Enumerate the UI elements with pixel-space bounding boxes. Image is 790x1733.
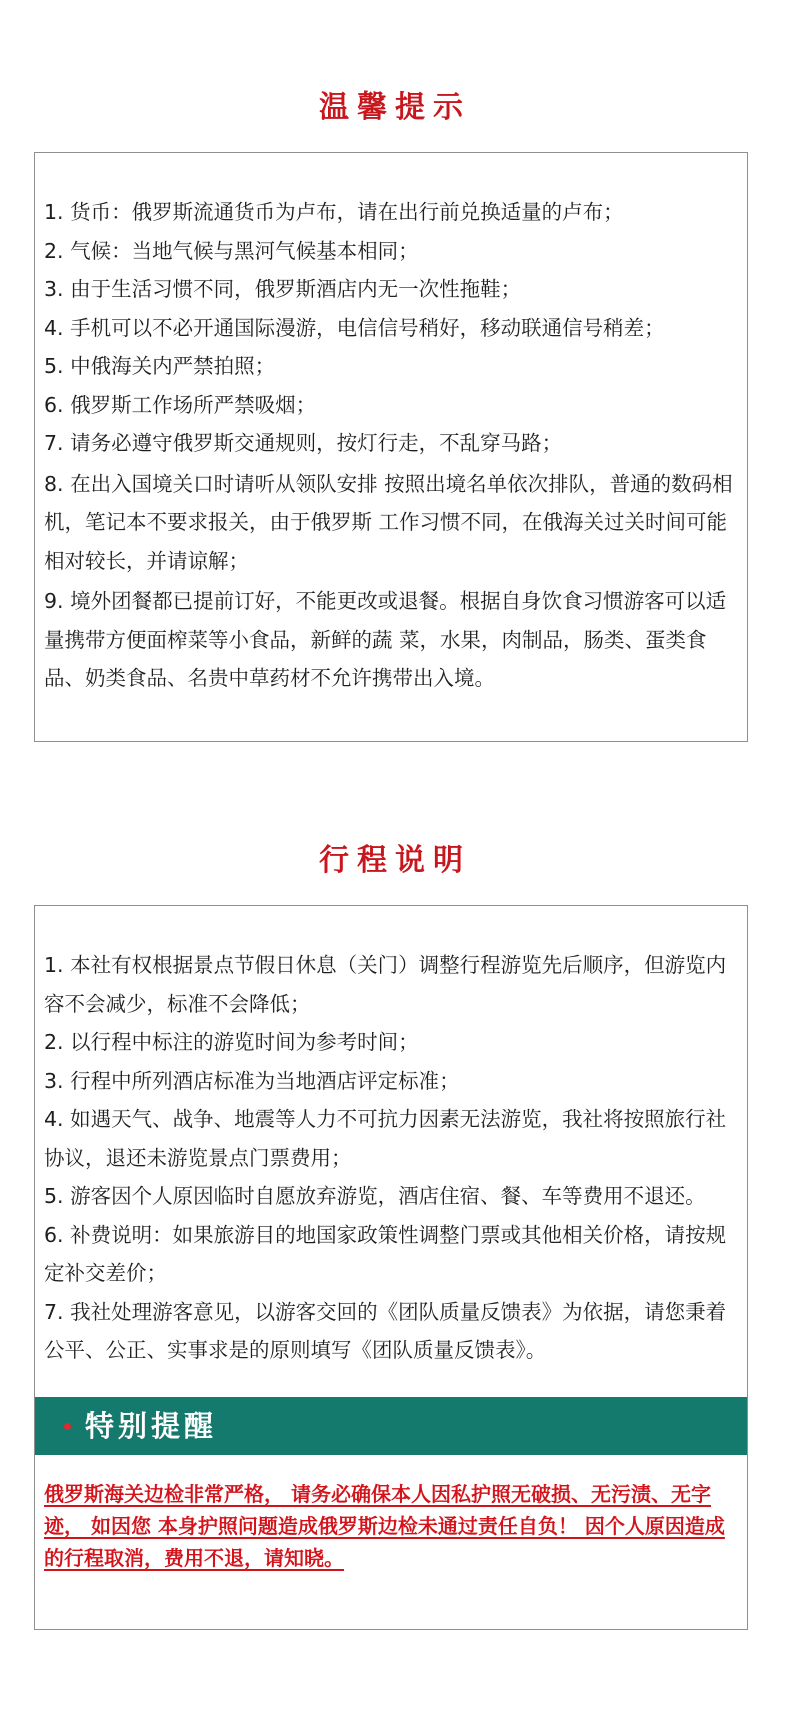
tips-item-climate: 2. 气候：当地气候与黑河气候基本相同； [44,238,419,263]
special-reminder-title: 特别提醒 [85,1409,218,1443]
itinerary-item-extra-fee: 6. 补费说明：如果旅游目的地国家政策性调整门票或其他相关价格，请按规定补交差价； [44,1222,727,1285]
itinerary-list [35,906,747,1370]
tips-item-mobile: 4. 手机可以不必开通国际漫游，电信信号稍好，移动联通信号稍差； [44,315,665,340]
tips-item-currency: 1. 货币：俄罗斯流通货币为卢布，请在出行前兑换适量的卢布； [44,200,624,224]
itinerary-item-no-refund: 5. 游客因个人原因临时自愿放弃游览，酒店住宿、餐、车等费用不退还。 [44,1184,706,1208]
itinerary-box [34,905,748,1630]
special-reminder-bar [35,1397,747,1455]
itinerary-item-time: 2. 以行程中标注的游览时间为参考时间； [44,1030,419,1054]
tips-item-customs: 8. 在出入国境关口时请听从领队安排 按照出境名单依次排队，普通的数码相机，笔记本不要求报关，由于俄罗斯 工作习惯不同，在俄海关过关时间可能相对较长，并请谅解； [44,471,733,573]
itinerary-title: 行程说明 [319,843,471,878]
tips-list [35,153,747,698]
itinerary-item-order: 1. 本社有权根据景点节假日休息（关门）调整行程游览先后顺序，但游览内容不会减少，标准不会降低； [44,953,727,1016]
tips-item-no-smoking: 6. 俄罗斯工作场所严禁吸烟； [44,392,317,417]
itinerary-item-hotel: 3. 行程中所列酒店标准为当地酒店评定标准； [44,1068,460,1093]
tips-box [34,152,748,742]
special-reminder-text: 俄罗斯海关边检非常严格， 请务必确保本人因私护照无破损、无污渍、无字迹， 如因您 本身护照问题造成俄罗斯边检未通过责任自负！ 因个人原因造成的行程取消，费用不退，请知晓。 [44,1482,725,1570]
tips-item-slippers: 3. 由于生活习惯不同，俄罗斯酒店内无一次性拖鞋； [44,277,522,301]
tips-item-traffic: 7. 请务必遵守俄罗斯交通规则，按灯行走，不乱穿马路； [44,431,563,455]
bullet-dot-icon [64,1423,71,1430]
itinerary-item-force-majeure: 4. 如遇天气、战争、地震等人力不可抗力因素无法游览，我社将按照旅行社协议，退还未游览景点门票费用； [44,1107,727,1170]
tips-title: 温馨提示 [319,90,471,125]
itinerary-item-feedback: 7. 我社处理游客意见，以游客交回的《团队质量反馈表》为依据，请您秉着公平、公正、实事求是的原则填写《团队质量反馈表》。 [44,1299,727,1362]
tips-item-no-photo: 5. 中俄海关内严禁拍照； [44,354,276,378]
tips-item-meals: 9. 境外团餐都已提前订好，不能更改或退餐。根据自身饮食习惯游客可以适量携带方便面榨菜等小食品，新鲜的蔬 菜，水果，肉制品，肠类、蛋类食品、奶类食品、名贵中草药材不允许携带出入境。 [44,589,727,690]
